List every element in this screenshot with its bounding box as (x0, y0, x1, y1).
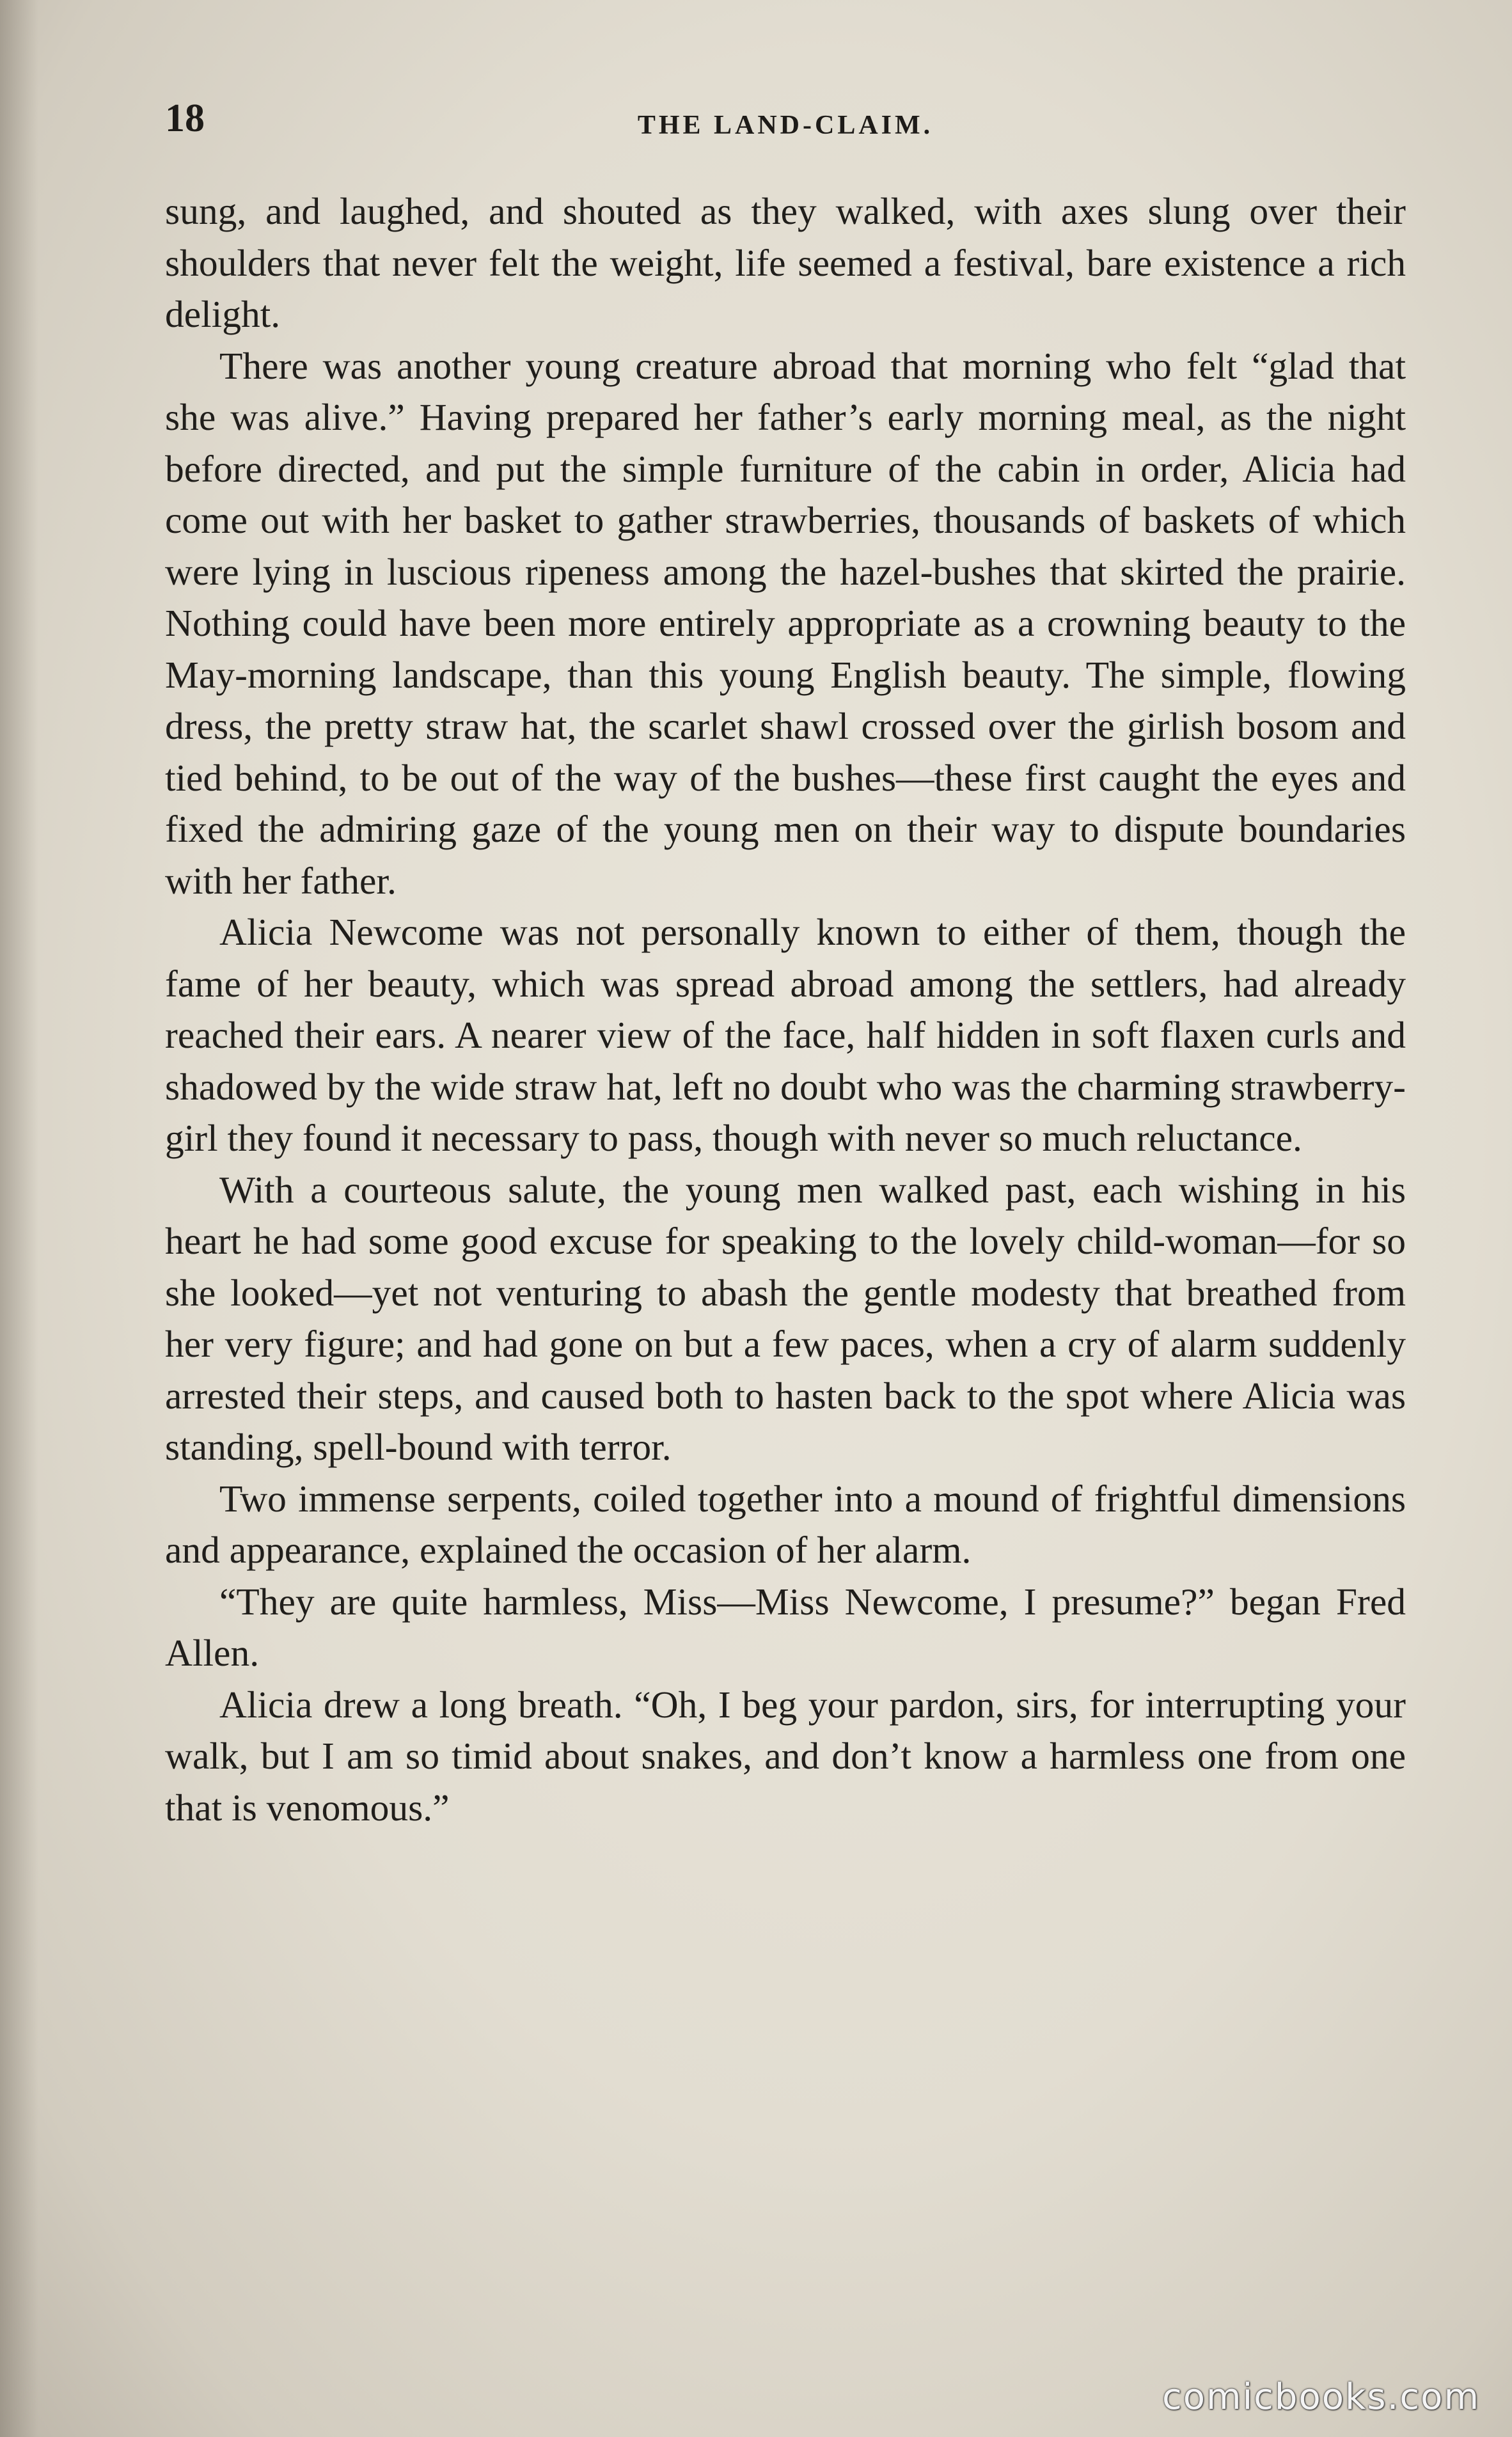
paragraph: Alicia drew a long breath. “Oh, I beg your pardon, sirs, for interrupting your walk, but I am so timid about snakes, and don’t know a harmless one from one that is venomous.” (165, 1683, 1406, 1829)
paragraph: Alicia Newcome was not personally known to either of them, though the fame of her beauty, which was spread abroad among the settlers, had already reached their ears. A nearer view of the face, half hidden in soft flaxen curls and shadowed by the wide straw hat, left no doubt who was the charming strawberry-girl they found it necessary to pass, though with never so much reluctance. (165, 911, 1406, 1159)
paragraph: There was another young creature abroad that morning who felt “glad that she was alive.” Having prepared her father’s early morning meal, as the night before directed, and put the simple furniture of the cabin in order, Alicia had come out with her basket to gather strawberries, thousands of baskets of which were lying in luscious ripeness among the hazel-bushes that skirted the prairie. Nothing could have been more entirely appropriate as a crowning beauty to the May-morning landscape, than this young English beauty. The simple, flowing dress, the pretty straw hat, the scarlet shawl crossed over the girlish bosom and tied behind, to be out of the way of the bushes—these first caught the eyes and fixed the admiring gaze of the young men on their way to dispute boundaries with her father. (165, 344, 1406, 902)
running-head: THE LAND-CLAIM. (637, 111, 934, 140)
paragraph: Two immense serpents, coiled together into a mound of frightful dimensions and appearance, explained the occasion of her alarm. (165, 1477, 1406, 1571)
paragraph: “They are quite harmless, Miss—Miss Newcome, I presume?” began Fred Allen. (165, 1580, 1406, 1674)
watermark-logo: comicbooks.com (1162, 2376, 1480, 2418)
page-gutter-shadow (0, 0, 38, 2437)
page-number: 18 (165, 97, 205, 140)
body-text (165, 185, 1406, 1833)
page-header (165, 90, 1406, 147)
paragraph: sung, and laughed, and shouted as they walked, with axes slung over their shoulders that never felt the weight, life seemed a festival, bare existence a rich delight. (165, 190, 1406, 335)
paragraph: With a courteous salute, the young men walked past, each wishing in his heart he had some good excuse for speaking to the lovely child-woman—for so she looked—yet not venturing to abash the gentle modesty that breathed from her very figure; and had gone on but a few paces, when a cry of alarm suddenly arrested their steps, and caused both to hasten back to the spot where Alicia was standing, spell-bound with terror. (165, 1168, 1406, 1468)
